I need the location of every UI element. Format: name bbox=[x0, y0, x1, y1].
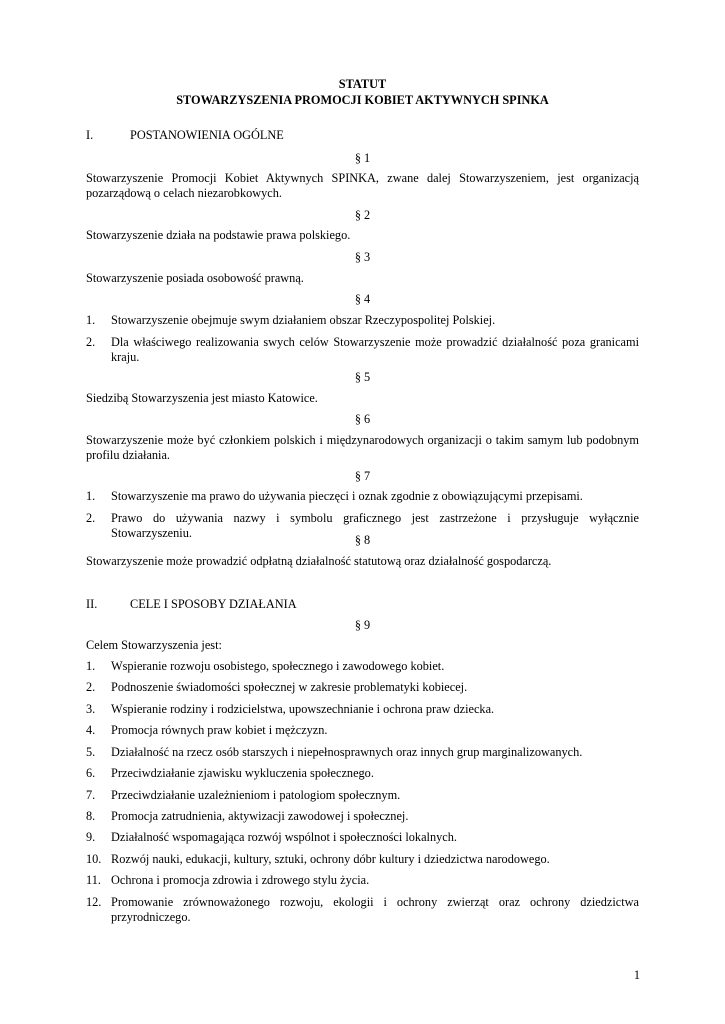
section-text-6: Stowarzyszenie może być członkiem polskich i międzynarodowych organizacji o takim samym lub podobnym profilu działania. bbox=[86, 433, 639, 462]
list-item bbox=[86, 745, 639, 760]
list-item bbox=[86, 335, 639, 365]
list-item bbox=[86, 702, 639, 717]
list-item bbox=[86, 895, 639, 925]
list-item bbox=[86, 788, 639, 803]
list-item bbox=[86, 313, 639, 328]
list-item-number: 2. bbox=[86, 511, 96, 525]
list-item-text: Wspieranie rodziny i rodzicielstwa, upowszechnianie i ochrona praw dziecka. bbox=[111, 702, 495, 716]
list-item-text: Wspieranie rozwoju osobistego, społecznego i zawodowego kobiet. bbox=[111, 659, 445, 673]
list-item-text: Promocja zatrudnienia, aktywizacji zawodowej i społecznej. bbox=[111, 809, 409, 823]
section-mark-8: § 8 bbox=[354, 533, 371, 547]
chapter-title: CELE I SPOSOBY DZIAŁANIA bbox=[130, 597, 297, 611]
list-item-text: Promocja równych praw kobiet i mężczyzn. bbox=[111, 723, 328, 737]
chapter-title: POSTANOWIENIA OGÓLNE bbox=[130, 128, 284, 142]
list-item-text: Podnoszenie świadomości społecznej w zakresie problematyki kobiecej. bbox=[111, 680, 468, 694]
list-item bbox=[86, 723, 639, 738]
section-mark-3: § 3 bbox=[354, 250, 371, 264]
list-item-number: 2. bbox=[86, 335, 96, 349]
section-intro-9: Celem Stowarzyszenia jest: bbox=[86, 638, 222, 652]
list-item-number: 12. bbox=[86, 895, 102, 909]
list-item-number: 1. bbox=[86, 313, 96, 327]
chapter-number: II. bbox=[86, 597, 98, 611]
list-item-number: 5. bbox=[86, 745, 96, 759]
list-item-text: Przeciwdziałanie uzależnieniom i patologiom społecznym. bbox=[111, 788, 401, 802]
list-item-number: 10. bbox=[86, 852, 102, 866]
document-title: STATUT bbox=[338, 77, 387, 91]
chapter-number: I. bbox=[86, 128, 94, 142]
list-item-text: Prawo do używania nazwy i symbolu graficznego jest zastrzeżone i przysługuje wyłącznie Stowarzyszeniu. bbox=[111, 511, 639, 540]
list-item bbox=[86, 766, 639, 781]
list-item-text: Promowanie zrównoważonego rozwoju, ekologii i ochrony zwierząt oraz ochrony dziedzictwa przyrodniczego. bbox=[111, 895, 639, 924]
section-text-3: Stowarzyszenie posiada osobowość prawną. bbox=[86, 271, 304, 285]
document-subtitle: STOWARZYSZENIA PROMOCJI KOBIET AKTYWNYCH SPINKA bbox=[176, 93, 549, 107]
section-mark-5: § 5 bbox=[354, 370, 371, 384]
page-number: 1 bbox=[633, 968, 640, 982]
list-item bbox=[86, 852, 639, 867]
list-item-number: 1. bbox=[86, 659, 96, 673]
list-item bbox=[86, 809, 639, 824]
section-mark-4: § 4 bbox=[354, 292, 371, 306]
section-text-1: Stowarzyszenie Promocji Kobiet Aktywnych SPINKA, zwane dalej Stowarzyszeniem, jest organizacją pozarządową o celach niezarobkowych. bbox=[86, 171, 639, 200]
list-item-text: Dla właściwego realizowania swych celów Stowarzyszenie może prowadzić działalność poza granicami kraju. bbox=[111, 335, 639, 364]
list-item-text: Działalność na rzecz osób starszych i niepełnosprawnych oraz innych grup marginalizowanych. bbox=[111, 745, 583, 759]
list-item-number: 1. bbox=[86, 489, 96, 503]
section-text-5: Siedzibą Stowarzyszenia jest miasto Katowice. bbox=[86, 391, 318, 405]
section-mark-2: § 2 bbox=[354, 208, 371, 222]
list-item-number: 3. bbox=[86, 702, 96, 716]
list-item-number: 4. bbox=[86, 723, 96, 737]
list-item-number: 7. bbox=[86, 788, 96, 802]
section-text-8: Stowarzyszenie może prowadzić odpłatną działalność statutową oraz działalność gospodarczą. bbox=[86, 554, 552, 568]
list-item-text: Stowarzyszenie obejmuje swym działaniem obszar Rzeczypospolitej Polskiej. bbox=[111, 313, 496, 327]
section-mark-1: § 1 bbox=[354, 151, 371, 165]
list-item-number: 9. bbox=[86, 830, 96, 844]
list-item-number: 11. bbox=[86, 873, 101, 887]
list-item-text: Stowarzyszenie ma prawo do używania pieczęci i oznak zgodnie z obowiązującymi przepisami. bbox=[111, 489, 583, 503]
list-item-text: Rozwój nauki, edukacji, kultury, sztuki, ochrony dóbr kultury i dziedzictwa narodowego. bbox=[111, 852, 550, 866]
list-item-text: Przeciwdziałanie zjawisku wykluczenia społecznego. bbox=[111, 766, 374, 780]
list-item-number: 8. bbox=[86, 809, 96, 823]
list-item bbox=[86, 489, 639, 504]
list-item bbox=[86, 873, 639, 888]
list-item-number: 2. bbox=[86, 680, 96, 694]
list-item-text: Działalność wspomagająca rozwój wspólnot i społeczności lokalnych. bbox=[111, 830, 457, 844]
section-mark-7: § 7 bbox=[354, 469, 371, 483]
list-item-text: Ochrona i promocja zdrowia i zdrowego stylu życia. bbox=[111, 873, 370, 887]
section-mark-6: § 6 bbox=[354, 412, 371, 426]
list-item bbox=[86, 830, 639, 845]
list-item bbox=[86, 680, 639, 695]
list-item bbox=[86, 659, 639, 674]
section-text-2: Stowarzyszenie działa na podstawie prawa polskiego. bbox=[86, 228, 351, 242]
section-mark-9: § 9 bbox=[354, 618, 371, 632]
list-item-number: 6. bbox=[86, 766, 96, 780]
